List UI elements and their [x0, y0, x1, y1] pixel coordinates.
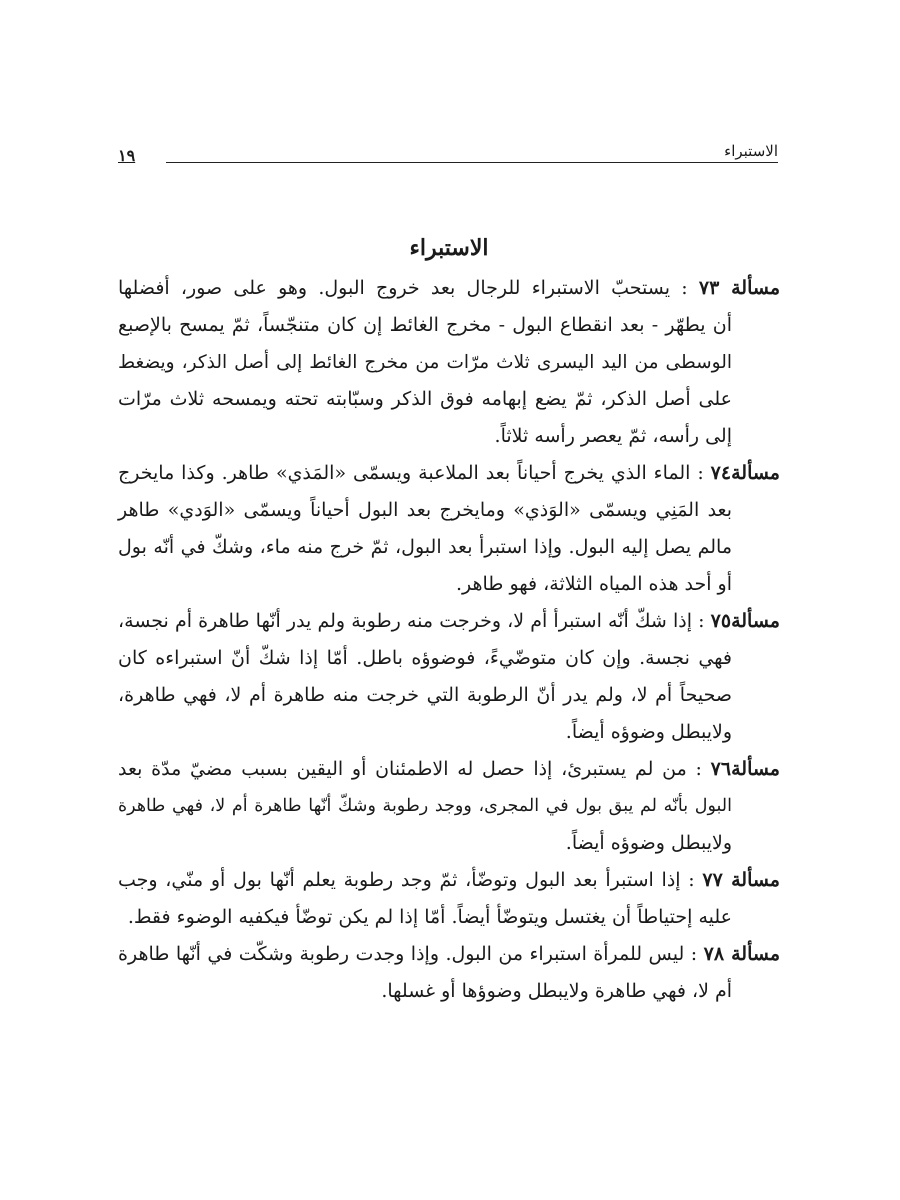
masala-78 — [118, 936, 780, 1010]
masala-line: فهي نجسة. وإن كان متوضّيءً، فوضوؤه باطل. أمّا إذا شكّ أنّ استبراءه كان — [118, 647, 732, 669]
masala-line: ولايبطل وضوؤه أيضاً. — [565, 832, 732, 854]
masala-line: أم لا، فهي طاهرة ولايبطل وضوؤها أو غسلها. — [381, 980, 732, 1002]
masala-text: : من لم يستبرئ، إذا حصل له الاطمئنان أو اليقين بسبب مضيّ مدّة بعد — [118, 758, 702, 780]
masala-text: : يستحبّ الاستبراء للرجال بعد خروج البول. وهو على صور، أفضلها — [118, 277, 688, 299]
masala-label: مسألة٧٤ — [710, 462, 780, 484]
masala-line: بعد المَنِي ويسمّى «الوَذي» ومايخرج بعد البول أحياناً ويسمّى «الوَدي» طاهر — [118, 499, 732, 521]
masala-77 — [118, 862, 780, 936]
masala-label: مسألة٧٥ — [710, 610, 780, 632]
masala-first-line — [118, 862, 780, 899]
masala-first-line — [118, 603, 780, 640]
masala-73 — [118, 270, 780, 455]
masala-first-line — [118, 270, 780, 307]
masala-text: : الماء الذي يخرج أحياناً بعد الملاعبة ويسمّى «المَذي» طاهر. وكذا مايخرج — [118, 462, 704, 484]
page-body — [118, 232, 780, 1010]
masala-line: الوسطى من اليد اليسرى ثلاث مرّات من مخرج الغائط إلى أصل الذكر، ويضغط — [118, 352, 732, 373]
page-number: ١٩ — [118, 146, 136, 165]
masala-line: البول بأنّه لم يبق بول في المجرى، ووجد رطوبة وشكّ أنّها طاهرة أم لا، فهي طاهرة — [118, 796, 732, 816]
header-rule — [166, 162, 778, 163]
masala-74 — [118, 455, 780, 603]
masala-line: على أصل الذكر، ثمّ يضع إبهامه فوق الذكر وسبّابته تحته ويمسحه ثلاث مرّات — [118, 388, 732, 410]
masala-label: مسألة٧٦ — [710, 758, 780, 780]
masala-line: ولايبطل وضوؤه أيضاً. — [565, 721, 732, 743]
section-title: الاستبراء — [409, 235, 489, 261]
masala-label: مسألة ٧٨ — [703, 943, 780, 965]
masala-text: : إذا استبرأ بعد البول وتوضّأ، ثمّ وجد رطوبة يعلم أنّها بول أو منّي، وجب — [118, 869, 695, 891]
masala-line: مالم يصل إليه البول. وإذا استبرأ بعد البول، ثمّ خرج منه ماء، وشكّ في أنّه بول — [118, 536, 732, 558]
masala-label: مسألة ٧٧ — [702, 869, 780, 891]
masala-text: : ليس للمرأة استبراء من البول. وإذا وجدت رطوبة وشكّت في أنّها طاهرة — [118, 943, 698, 965]
masala-75 — [118, 603, 780, 751]
masala-label: مسألة ٧٣ — [698, 277, 780, 299]
running-head: الاستبراء — [724, 142, 778, 160]
masala-first-line — [118, 751, 780, 788]
masala-text: : إذا شكّ أنّه استبرأ أم لا، وخرجت منه رطوبة ولم يدر أنّها طاهرة أم نجسة، — [118, 610, 705, 632]
page-header — [118, 140, 778, 172]
masala-first-line — [118, 455, 780, 492]
masala-line: صحيحاً أم لا، ولم يدر أنّ الرطوبة التي خرجت منه طاهرة أم لا، فهي طاهرة، — [118, 684, 732, 706]
masala-line: إلى رأسه، ثمّ يعصر رأسه ثلاثاً. — [494, 425, 732, 447]
masala-first-line — [118, 936, 780, 973]
masala-76 — [118, 751, 780, 862]
masala-line: أو أحد هذه المياه الثلاثة، فهو طاهر. — [455, 573, 732, 595]
masala-line: عليه إحتياطاً أن يغتسل ويتوضّأ أيضاً. أمّا إذا لم يكن توضّأ فيكفيه الوضوء فقط. — [127, 906, 732, 928]
masala-line: أن يطهّر - بعد انقطاع البول - مخرج الغائط إن كان متنجّساً، ثمّ يمسح بالإصبع — [118, 314, 732, 336]
